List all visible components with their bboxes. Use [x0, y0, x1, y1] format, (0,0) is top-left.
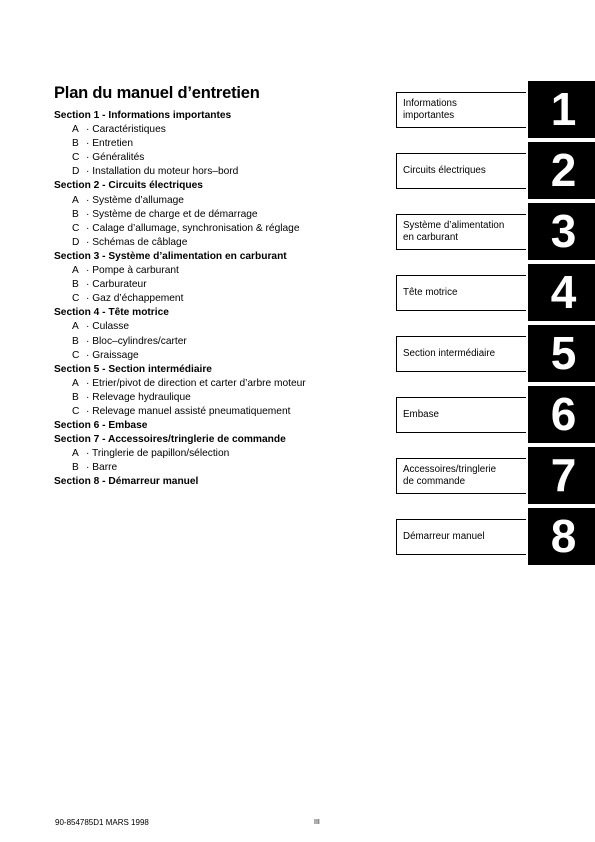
- document-reference: 90-854785D1 MARS 1998: [55, 818, 149, 827]
- toc-subsection: [54, 292, 384, 306]
- toc-section-number: Section 7 -: [54, 434, 108, 446]
- section-tab-number[interactable]: 1: [528, 81, 595, 138]
- section-tab-1[interactable]: [396, 92, 526, 128]
- toc-subsection-text: Bloc–cylindres/carter: [92, 335, 187, 347]
- toc-subsection: [54, 222, 384, 236]
- toc-section-title: Informations importantes: [108, 110, 232, 121]
- toc-section-number: Section 4 -: [54, 307, 109, 319]
- toc-section: [54, 109, 384, 123]
- toc-subsection-text: Généralités: [92, 152, 145, 164]
- section-tab-5[interactable]: [396, 336, 526, 372]
- toc-subsection: [54, 123, 384, 137]
- section-tab-number[interactable]: 5: [528, 325, 595, 382]
- toc-subsection-text: Entretien: [92, 138, 134, 150]
- toc-separator: ·: [86, 377, 93, 389]
- toc-separator: ·: [86, 166, 93, 178]
- toc-subsection-letter: A: [72, 377, 79, 389]
- section-tab-label: Circuits électriques: [403, 165, 486, 176]
- toc-separator: ·: [86, 279, 93, 291]
- toc-subsection-letter: D: [72, 236, 80, 248]
- toc-subsection: [54, 447, 384, 461]
- toc-subsection: [54, 165, 384, 179]
- toc-separator: ·: [86, 236, 93, 248]
- section-tab-number[interactable]: 8: [528, 508, 595, 565]
- toc-subsection-letter: A: [72, 321, 79, 333]
- toc-subsection-text: Caractéristiques: [92, 124, 166, 136]
- toc-section-title: Circuits électriques: [108, 180, 203, 192]
- toc-subsection: [54, 461, 384, 475]
- toc-subsection-text: Culasse: [92, 321, 130, 333]
- toc-section-title: Démarreur manuel: [108, 476, 199, 488]
- toc-subsection-text: Installation du moteur hors–bord: [92, 166, 239, 178]
- section-tab-number[interactable]: 7: [528, 447, 595, 504]
- section-tab-label: Accessoires/tringlerie de commande: [403, 464, 497, 487]
- page-number: III: [314, 819, 320, 826]
- toc-subsection-text: Relevage hydraulique: [92, 391, 191, 403]
- toc-subsection-letter: B: [72, 208, 79, 220]
- toc-separator: ·: [86, 222, 93, 234]
- toc-subsection-text: Calage d’allumage, synchronisation & réglage: [92, 222, 300, 234]
- toc-subsection: [54, 151, 384, 165]
- toc-separator: ·: [86, 138, 93, 150]
- toc-section: [54, 179, 384, 193]
- toc-section-number: Section 6 -: [54, 420, 109, 432]
- toc-subsection: [54, 320, 384, 334]
- toc-subsection-text: Relevage manuel assisté pneumatiquement: [92, 405, 291, 417]
- section-tab-label: Système d’alimentation en carburant: [403, 220, 505, 243]
- toc-section: [54, 419, 384, 433]
- section-tab-number[interactable]: 4: [528, 264, 595, 321]
- toc-subsection: [54, 208, 384, 222]
- toc-section-title: Section intermédiaire: [108, 363, 212, 375]
- toc-section: [54, 306, 384, 320]
- section-tab-number[interactable]: 6: [528, 386, 595, 443]
- toc-subsection: [54, 335, 384, 349]
- toc-section-number: Section 5 -: [54, 363, 109, 375]
- toc-subsection-letter: A: [72, 124, 79, 136]
- toc-subsection-text: Système de charge et de démarrage: [92, 208, 258, 220]
- toc-subsection: [54, 391, 384, 405]
- toc-section: [54, 363, 384, 377]
- toc-subsection: [54, 377, 384, 391]
- toc-subsection: [54, 278, 384, 292]
- toc-subsection-letter: A: [72, 194, 79, 206]
- toc-subsection: [54, 264, 384, 278]
- table-of-contents: [54, 109, 384, 490]
- section-tab-2[interactable]: [396, 153, 526, 189]
- section-tab-6[interactable]: [396, 397, 526, 433]
- toc-section: [54, 433, 384, 447]
- toc-subsection-letter: A: [72, 265, 79, 277]
- toc-separator: ·: [86, 293, 93, 305]
- toc-section-title: Système d’alimentation en carburant: [108, 250, 287, 262]
- toc-subsection-letter: C: [72, 405, 80, 417]
- section-tab-3[interactable]: [396, 214, 526, 250]
- toc-subsection-text: Carburateur: [92, 279, 147, 291]
- toc-separator: ·: [86, 265, 93, 277]
- toc-subsection-letter: B: [72, 335, 79, 347]
- toc-subsection-text: Graissage: [92, 349, 139, 361]
- toc-subsection: [54, 236, 384, 250]
- toc-subsection-letter: B: [72, 462, 79, 474]
- toc-subsection-letter: A: [72, 448, 79, 460]
- toc-section-title: Accessoires/tringlerie de commande: [107, 434, 286, 446]
- toc-subsection: [54, 349, 384, 363]
- toc-separator: ·: [86, 405, 93, 417]
- section-tab-number[interactable]: 3: [528, 203, 595, 260]
- toc-section-title: Embase: [108, 420, 148, 432]
- toc-section-title: Tête motrice: [108, 307, 169, 319]
- section-tab-8[interactable]: [396, 519, 526, 555]
- section-tab-4[interactable]: [396, 275, 526, 311]
- toc-section-number: Section 2 -: [54, 180, 109, 192]
- section-tab-label: Démarreur manuel: [403, 531, 485, 542]
- section-tab-label: Section intermédiaire: [403, 348, 496, 359]
- toc-separator: ·: [86, 391, 93, 403]
- toc-subsection-text: Pompe à carburant: [92, 265, 179, 277]
- toc-separator: ·: [86, 194, 93, 206]
- toc-subsection-letter: B: [72, 279, 79, 291]
- toc-subsection-text: Gaz d’échappement: [92, 293, 184, 305]
- page-title: Plan du manuel d’entretien: [54, 84, 260, 102]
- toc-separator: ·: [86, 448, 93, 460]
- section-tab-number[interactable]: 2: [528, 142, 595, 199]
- toc-subsection-letter: C: [72, 222, 80, 234]
- toc-separator: ·: [86, 335, 93, 347]
- toc-subsection-letter: B: [72, 138, 79, 150]
- toc-subsection-text: Tringlerie de papillon/sélection: [92, 448, 230, 460]
- toc-subsection-text: Système d’allumage: [92, 194, 184, 206]
- toc-subsection-letter: C: [72, 349, 80, 361]
- toc-section-number: Section 8 -: [54, 476, 109, 488]
- toc-section-number: Section 1 -: [54, 110, 109, 121]
- toc-subsection-letter: D: [72, 166, 80, 178]
- section-tab-label: Tête motrice: [403, 287, 458, 298]
- section-tab-label: Embase: [403, 409, 439, 420]
- section-tab-7[interactable]: [396, 458, 526, 494]
- toc-section: [54, 250, 384, 264]
- toc-separator: ·: [86, 349, 93, 361]
- toc-subsection: [54, 405, 384, 419]
- toc-separator: ·: [86, 462, 93, 474]
- toc-section: [54, 475, 384, 489]
- toc-subsection-text: Barre: [92, 462, 118, 474]
- toc-subsection-text: Schémas de câblage: [92, 236, 188, 248]
- toc-subsection: [54, 194, 384, 208]
- toc-subsection-letter: C: [72, 152, 80, 164]
- toc-subsection-letter: C: [72, 293, 80, 305]
- toc-subsection-letter: B: [72, 391, 79, 403]
- toc-separator: ·: [86, 208, 93, 220]
- section-tab-label: Informations importantes: [403, 98, 457, 121]
- toc-subsection: [54, 137, 384, 151]
- toc-separator: ·: [86, 152, 93, 164]
- toc-subsection-text: Etrier/pivot de direction et carter d’arbre moteur: [92, 377, 306, 389]
- toc-separator: ·: [86, 124, 93, 136]
- toc-section-number: Section 3 -: [54, 250, 109, 262]
- toc-separator: ·: [86, 321, 93, 333]
